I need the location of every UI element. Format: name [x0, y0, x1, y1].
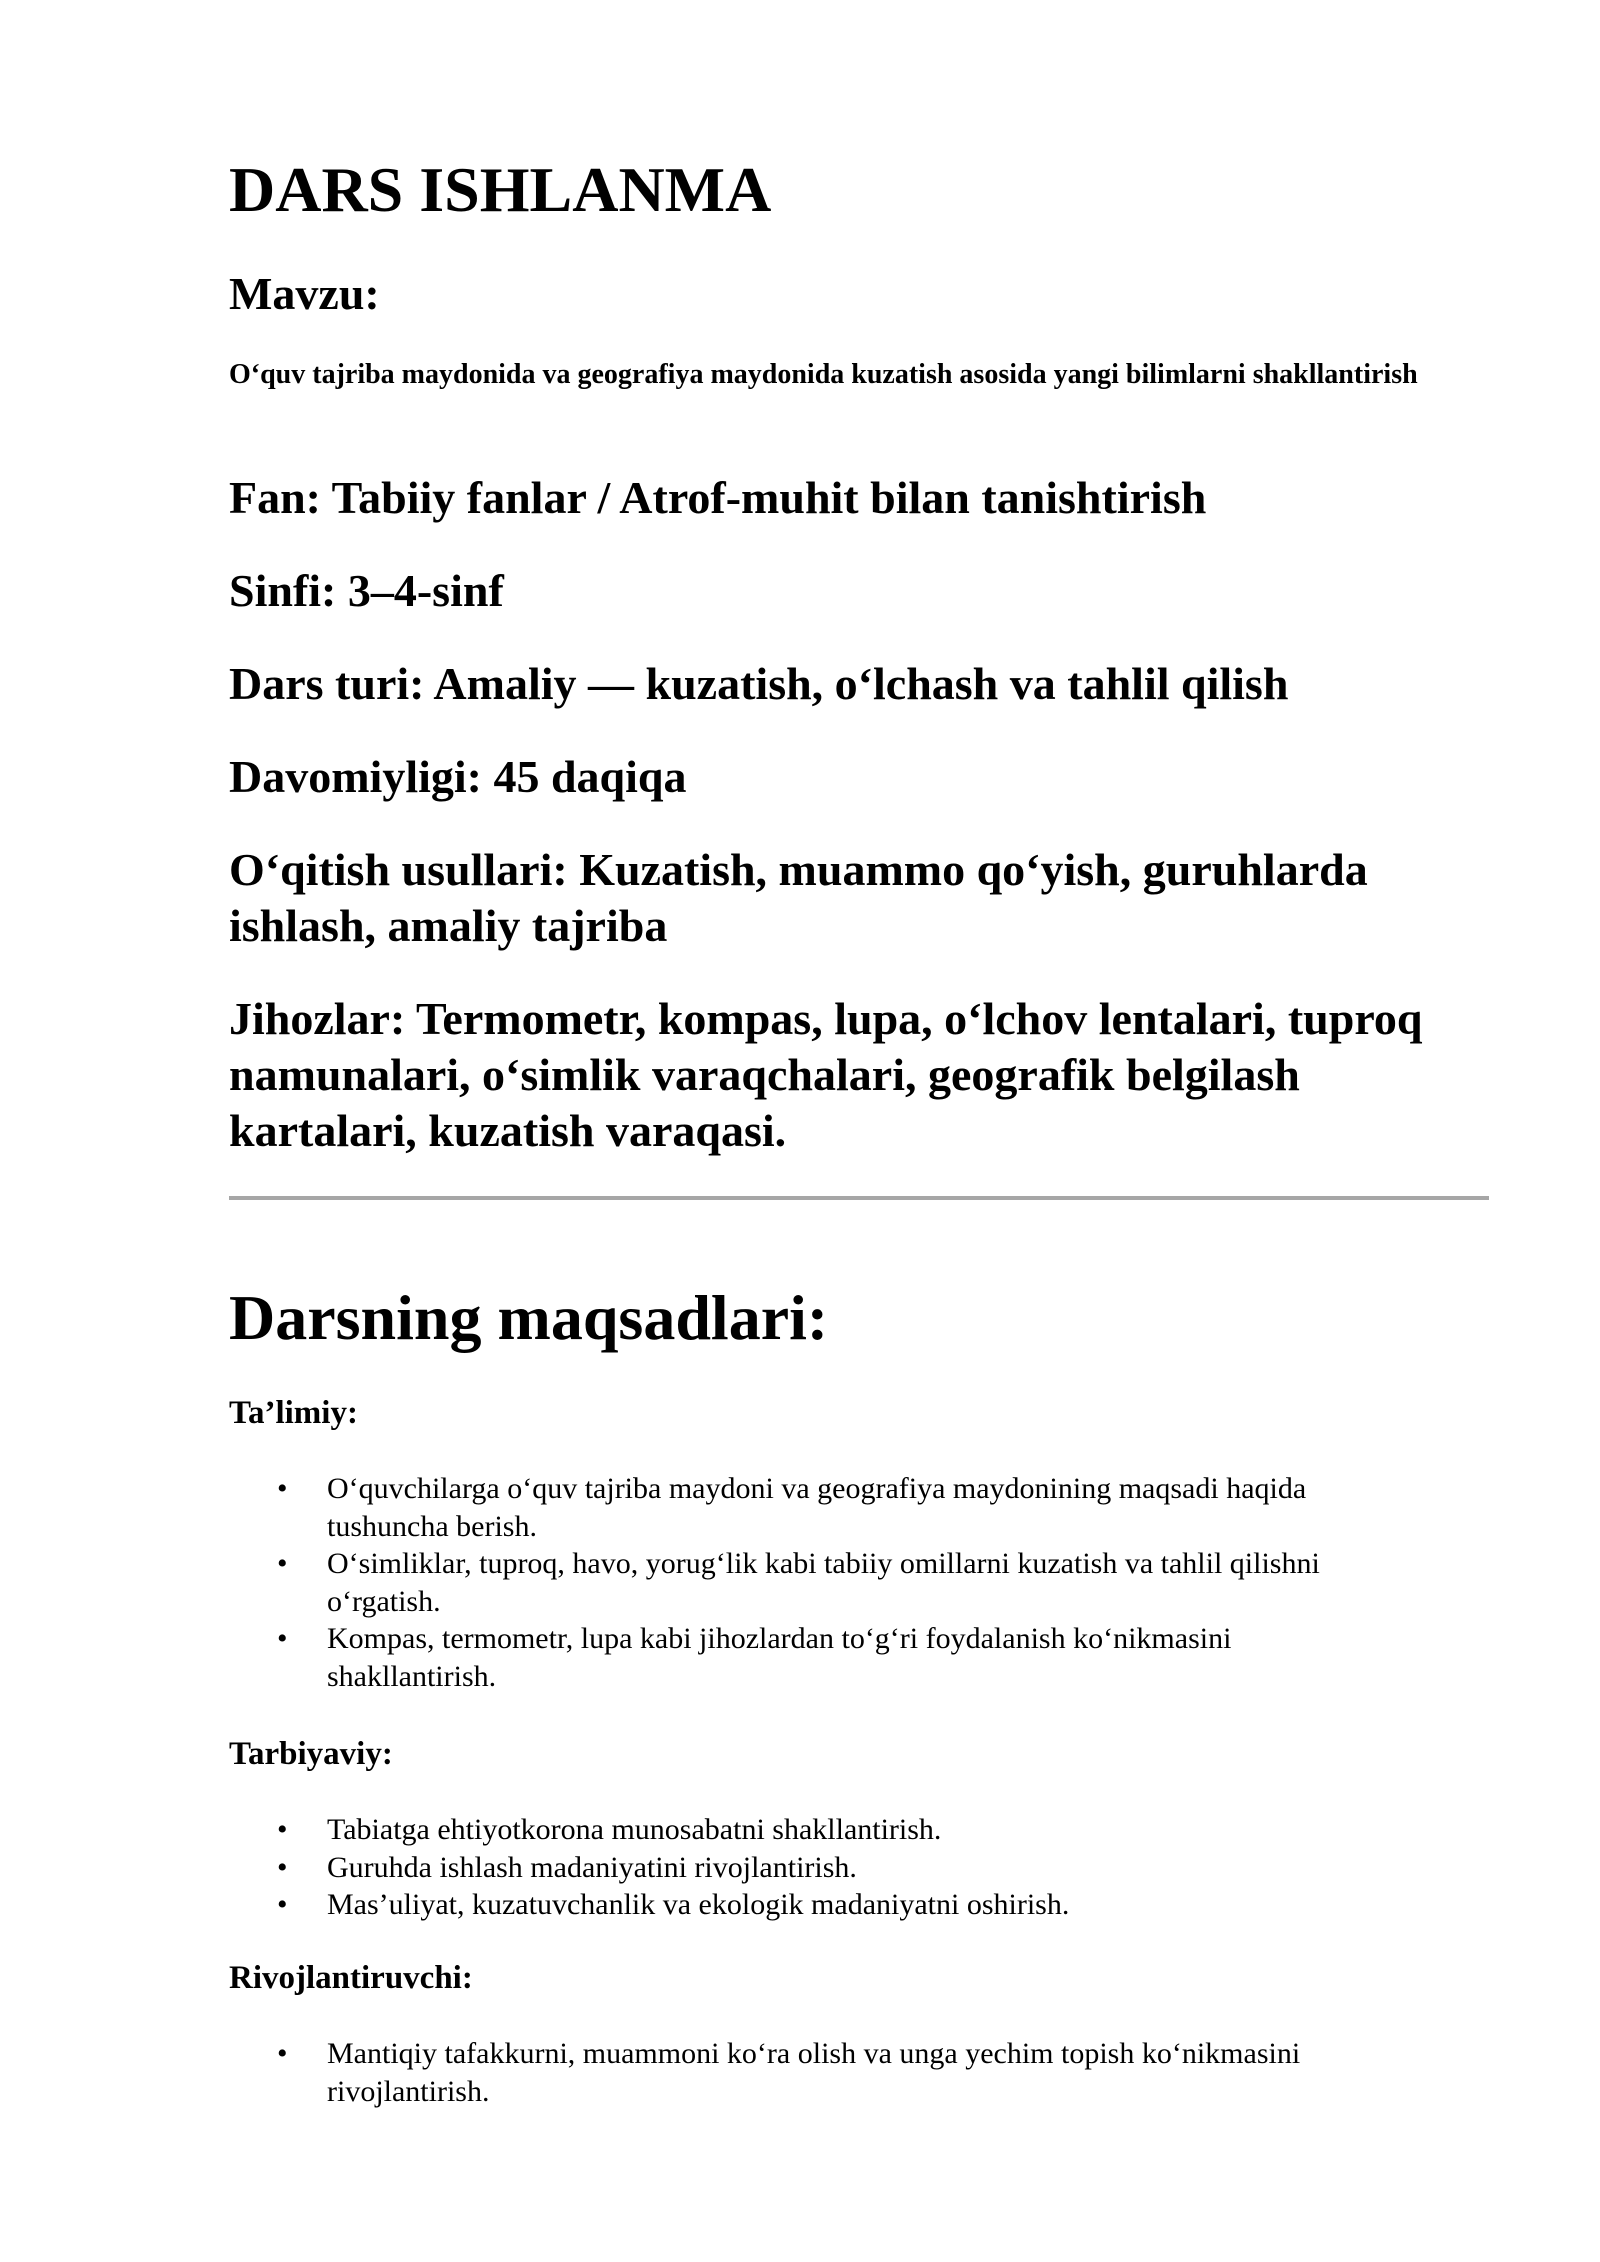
list-item-text: O‘simliklar, tuproq, havo, yorug‘lik kabi tabiiy omillarni kuzatish va tahlil qilishni o‘rgatish. — [327, 1547, 1320, 1618]
bullet-icon: • — [277, 1850, 288, 1884]
topic-text: O‘quv tajriba maydonida va geografiya maydonida kuzatish asosida yangi bilimlarni shakllantirish — [229, 359, 1418, 390]
educational-goals-list — [229, 1470, 1489, 1695]
list-item — [229, 1545, 1367, 1620]
topic-label: Mavzu: — [229, 268, 380, 319]
upbringing-goals-list — [229, 1811, 1489, 1924]
bullet-icon: • — [277, 1472, 288, 1505]
upbringing-goals-heading: Tarbiyaviy: — [229, 1736, 393, 1772]
educational-goals-heading: Ta’limiy: — [229, 1395, 358, 1431]
list-item — [229, 1849, 1367, 1887]
list-item — [229, 1620, 1367, 1695]
bullet-icon: • — [277, 1888, 288, 1921]
bullet-icon: • — [277, 1813, 288, 1846]
list-item — [229, 1886, 1367, 1924]
lesson-type-line: Dars turi: Amaliy — kuzatish, o‘lchash va tahlil qilish — [229, 658, 1289, 709]
bullet-icon: • — [277, 1547, 288, 1580]
list-item-text: O‘quvchilarga o‘quv tajriba maydoni va geografiya maydonining maqsadi haqida tushuncha berish. — [327, 1472, 1307, 1543]
list-item-text: Mas’uliyat, kuzatuvchanlik va ekologik madaniyatni oshirish. — [327, 1888, 1070, 1921]
goals-section-title: Darsning maqsadlari: — [229, 1282, 829, 1353]
developmental-goals-heading: Rivojlantiruvchi: — [229, 1960, 473, 1996]
developmental-goals-list — [229, 2035, 1489, 2110]
grade-line: Sinfi: 3–4-sinf — [229, 565, 504, 616]
bullet-icon: • — [277, 2037, 288, 2070]
bullet-icon: • — [277, 1622, 288, 1655]
subject-line: Fan: Tabiiy fanlar / Atrof-muhit bilan tanishtirish — [229, 472, 1207, 523]
list-item — [229, 1811, 1367, 1849]
duration-line: Davomiyligi: 45 daqiqa — [229, 751, 687, 802]
list-item — [229, 1470, 1367, 1545]
methods-line: O‘qitish usullari: Kuzatish, muammo qo‘yish, guruhlarda ishlash, amaliy tajriba — [229, 844, 1368, 951]
list-item-text: Mantiqiy tafakkurni, muammoni ko‘ra olish va unga yechim topish ko‘nikmasini rivojlantirish. — [327, 2037, 1301, 2108]
list-item-text: Guruhda ishlash madaniyatini rivojlantirish. — [327, 1850, 857, 1884]
list-item-text: Tabiatga ehtiyotkorona munosabatni shakllantirish. — [327, 1813, 942, 1846]
document-title: DARS ISHLANMA — [229, 154, 772, 225]
list-item-text: Kompas, termometr, lupa kabi jihozlardan to‘g‘ri foydalanish ko‘nikmasini shakllantirish. — [327, 1622, 1232, 1693]
list-item — [229, 2035, 1367, 2110]
equipment-line: Jihozlar: Termometr, kompas, lupa, o‘lchov lentalari, tuproq namunalari, o‘simlik varaqchalari, geografik belgilash kartalari, kuzatish varaqasi. — [229, 993, 1423, 1156]
horizontal-divider — [229, 1196, 1489, 1200]
